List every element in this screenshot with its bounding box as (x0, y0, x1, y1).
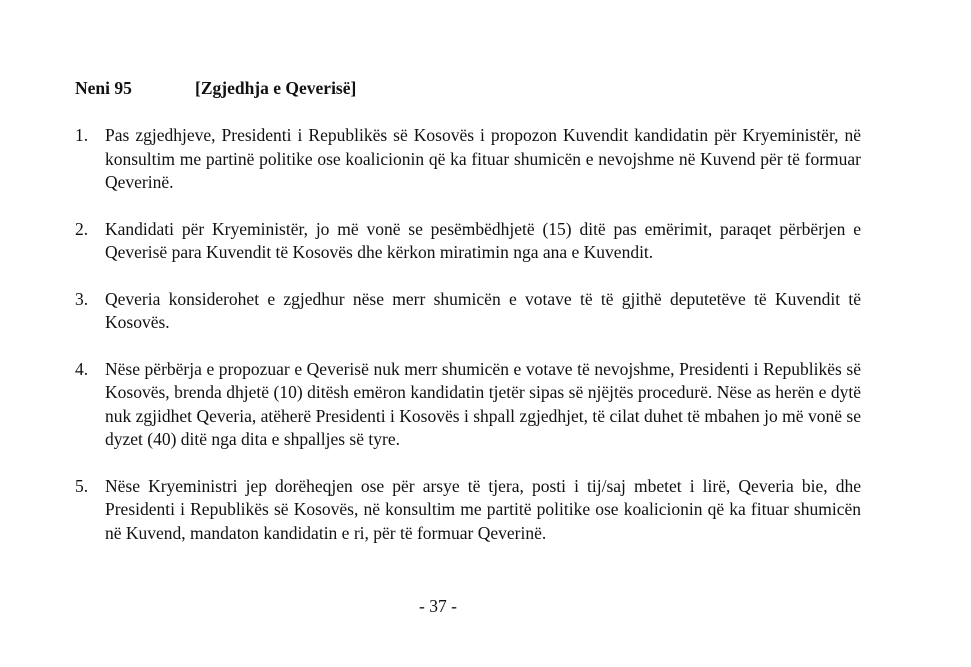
paragraph-list (75, 124, 861, 568)
paragraph-item (75, 124, 861, 195)
paragraph-item (75, 358, 861, 452)
paragraph-number: 5. (75, 475, 89, 496)
paragraph-item (75, 218, 861, 265)
article-number: Neni 95 (75, 78, 132, 98)
paragraph-number: 2. (75, 218, 89, 239)
paragraph-text: Pas zgjedhjeve, Presidenti i Republikës së Kosovës i propozon Kuvendit kandidatin për Kryeministër, në konsultim me partinë politike ose koalicionin që ka fituar shumicën e nevojshme në Kuvend për të formuar Qeverinë. (105, 125, 861, 192)
paragraph-text: Kandidati për Kryeministër, jo më vonë se pesëmbëdhjetë (15) ditë pas emërimit, paraqet përbërjen e Qeverisë para Kuvendit të Kosovës dhe kërkon miratimin nga ana e Kuvendit. (105, 218, 861, 262)
article-title: [Zgjedhja e Qeverisë] (195, 78, 357, 98)
paragraph-text: Nëse Kryeministri jep dorëheqjen ose për arsye të tjera, posti i tij/saj mbetet i lirë, Qeveria bie, dhe Presidenti i Republikës së Kosovës, në konsultim me partitë politike ose koalicionin që ka fituar shumicën në Kuvend, mandaton kandidatin e ri, për të formuar Qeverinë. (105, 475, 861, 543)
paragraph-item (75, 288, 861, 335)
paragraph-number: 4. (75, 358, 89, 379)
paragraph-text: Qeveria konsiderohet e zgjedhur nëse merr shumicën e votave të të gjithë deputetëve të Kuvendit të Kosovës. (105, 288, 861, 332)
paragraph-number: 3. (75, 288, 89, 309)
paragraph-text: Nëse përbërja e propozuar e Qeverisë nuk merr shumicën e votave të nevojshme, Presidenti i Republikës së Kosovës, brenda dhjetë (10) ditësh emëron kandidatin tjetër sipas së njëjtës procedurë. Nëse as herën e dytë nuk zgjidhet Qeveria, atëherë Presidenti i Kosovës i shpall zgjedhjet, të cilat duhet të mbahen jo më vonë se dyzet (40) ditë nga dita e shpalljes së tyre. (105, 358, 861, 449)
paragraph-item (75, 475, 861, 546)
article-heading (75, 77, 356, 99)
page-number: - 37 - (419, 596, 457, 616)
paragraph-number: 1. (75, 125, 89, 145)
